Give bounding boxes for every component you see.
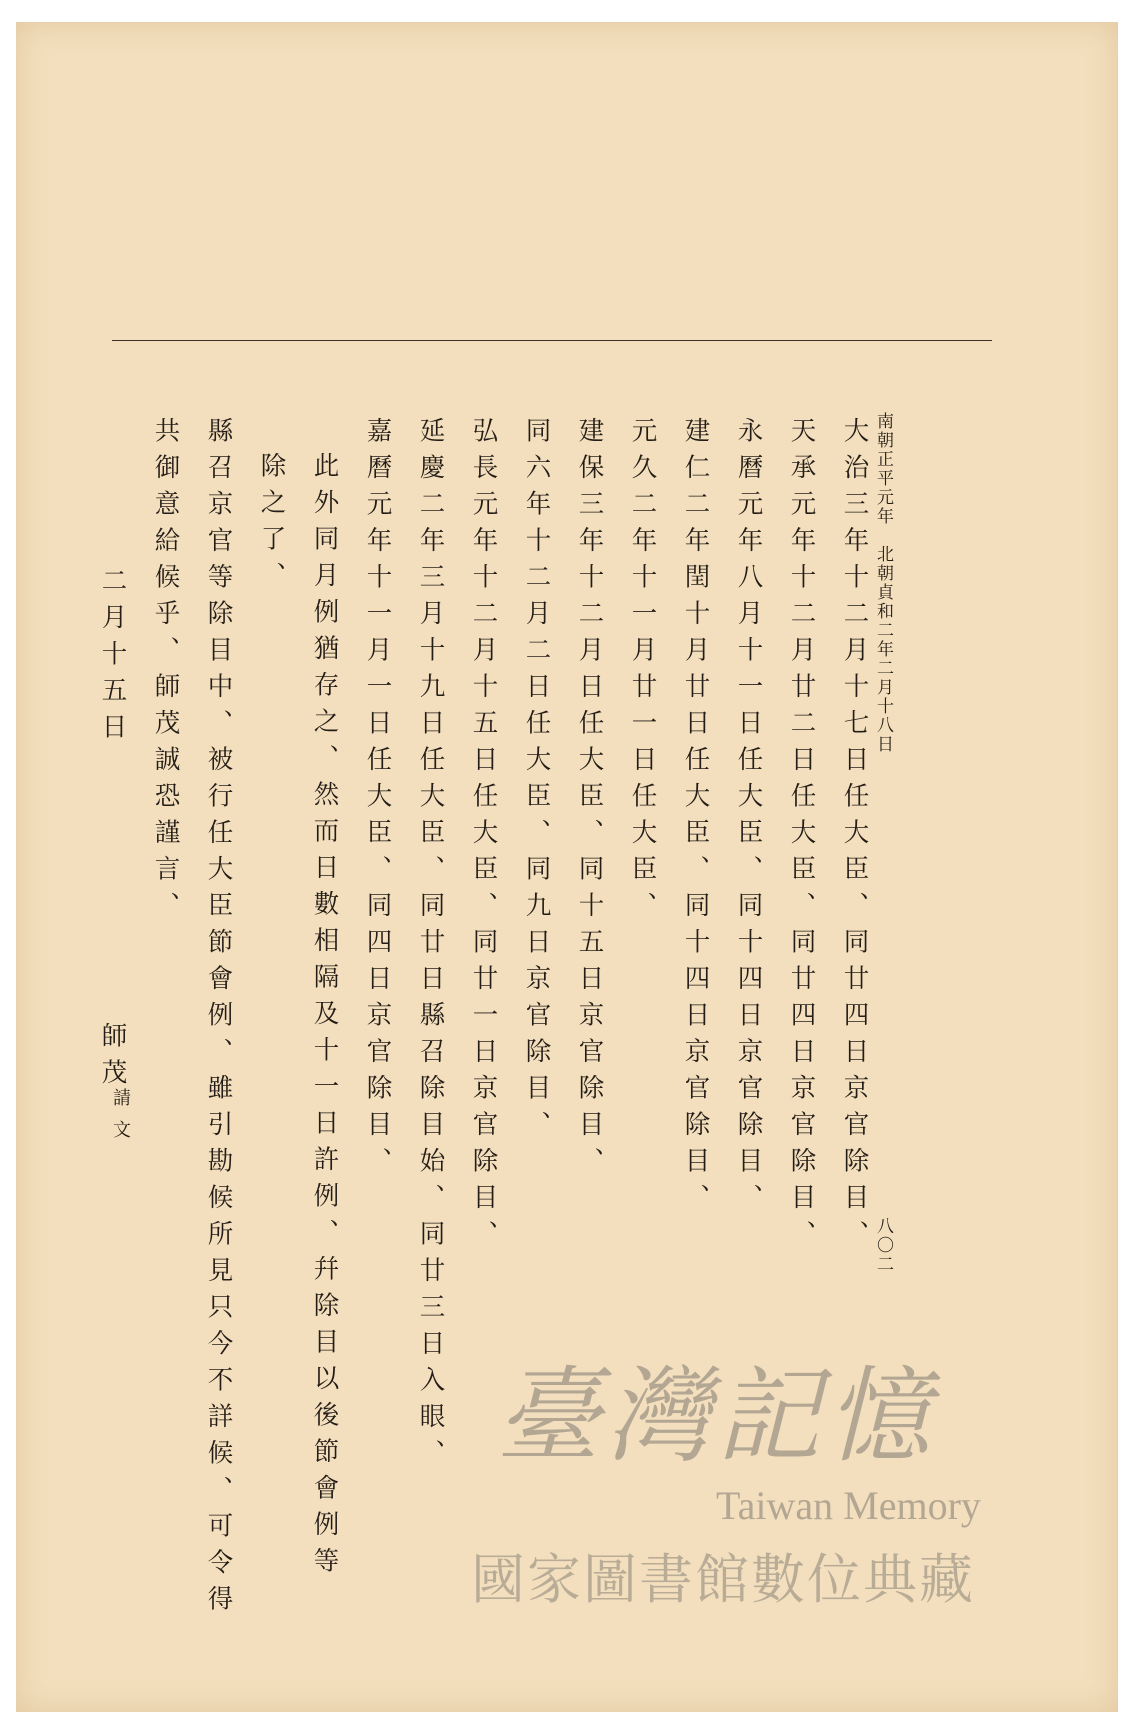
library-watermark	[456, 1332, 1096, 1632]
text-line-1: 大治三年十二月十七日任大臣、同廿四日京官除目、	[839, 417, 870, 1257]
text-line-13: 縣召京官等除目中、被行任大臣節會例、雖引勘候所見只今不詳候、可令得	[203, 417, 234, 1622]
watermark-english-title: Taiwan Memory	[716, 1483, 981, 1528]
text-line-2: 天承元年十二月廿二日任大臣、同廿四日京官除目、	[786, 417, 817, 1257]
watermark-library-name: 國家圖書館數位典藏	[471, 1548, 975, 1611]
date-line: 二月十五日	[97, 567, 128, 750]
text-line-10: 嘉曆元年十一月一日任大臣、同四日京官除目、	[362, 417, 393, 1184]
signature-note-1: 請	[110, 1088, 131, 1110]
text-line-5: 元久二年十一月廿一日任大臣、	[627, 417, 658, 928]
signature-name: 師茂	[97, 1022, 128, 1095]
text-line-11: 此外同月例猶存之、然而日數相隔及十一日許例、幷除目以後節會例等	[309, 452, 340, 1584]
text-line-12: 除之了、	[256, 452, 287, 598]
text-line-4: 建仁二年閏十月廿日任大臣、同十四日京官除目、	[680, 417, 711, 1220]
text-line-3: 永曆元年八月十一日任大臣、同十四日京官除目、	[733, 417, 764, 1220]
document-page	[16, 22, 1118, 1712]
header-divider-line	[112, 340, 992, 341]
signature-note-2: 文	[110, 1120, 131, 1142]
text-line-14: 共御意給候乎、師茂誠恐謹言、	[150, 417, 181, 928]
watermark-chinese-title: 臺灣記憶	[496, 1355, 937, 1477]
text-line-6: 建保三年十二月日任大臣、同十五日京官除目、	[574, 417, 605, 1184]
text-line-7: 同六年十二月二日任大臣、同九日京官除目、	[521, 417, 552, 1147]
text-line-9: 延慶二年三月十九日任大臣、同廿日縣召除目始、同廿三日入眼、	[415, 417, 446, 1476]
page-number: 八〇二	[873, 1217, 893, 1274]
header-date-line: 南朝正平元年 北朝貞和二年二月十八日	[873, 412, 893, 754]
text-line-8: 弘長元年十二月十五日任大臣、同廿一日京官除目、	[468, 417, 499, 1257]
